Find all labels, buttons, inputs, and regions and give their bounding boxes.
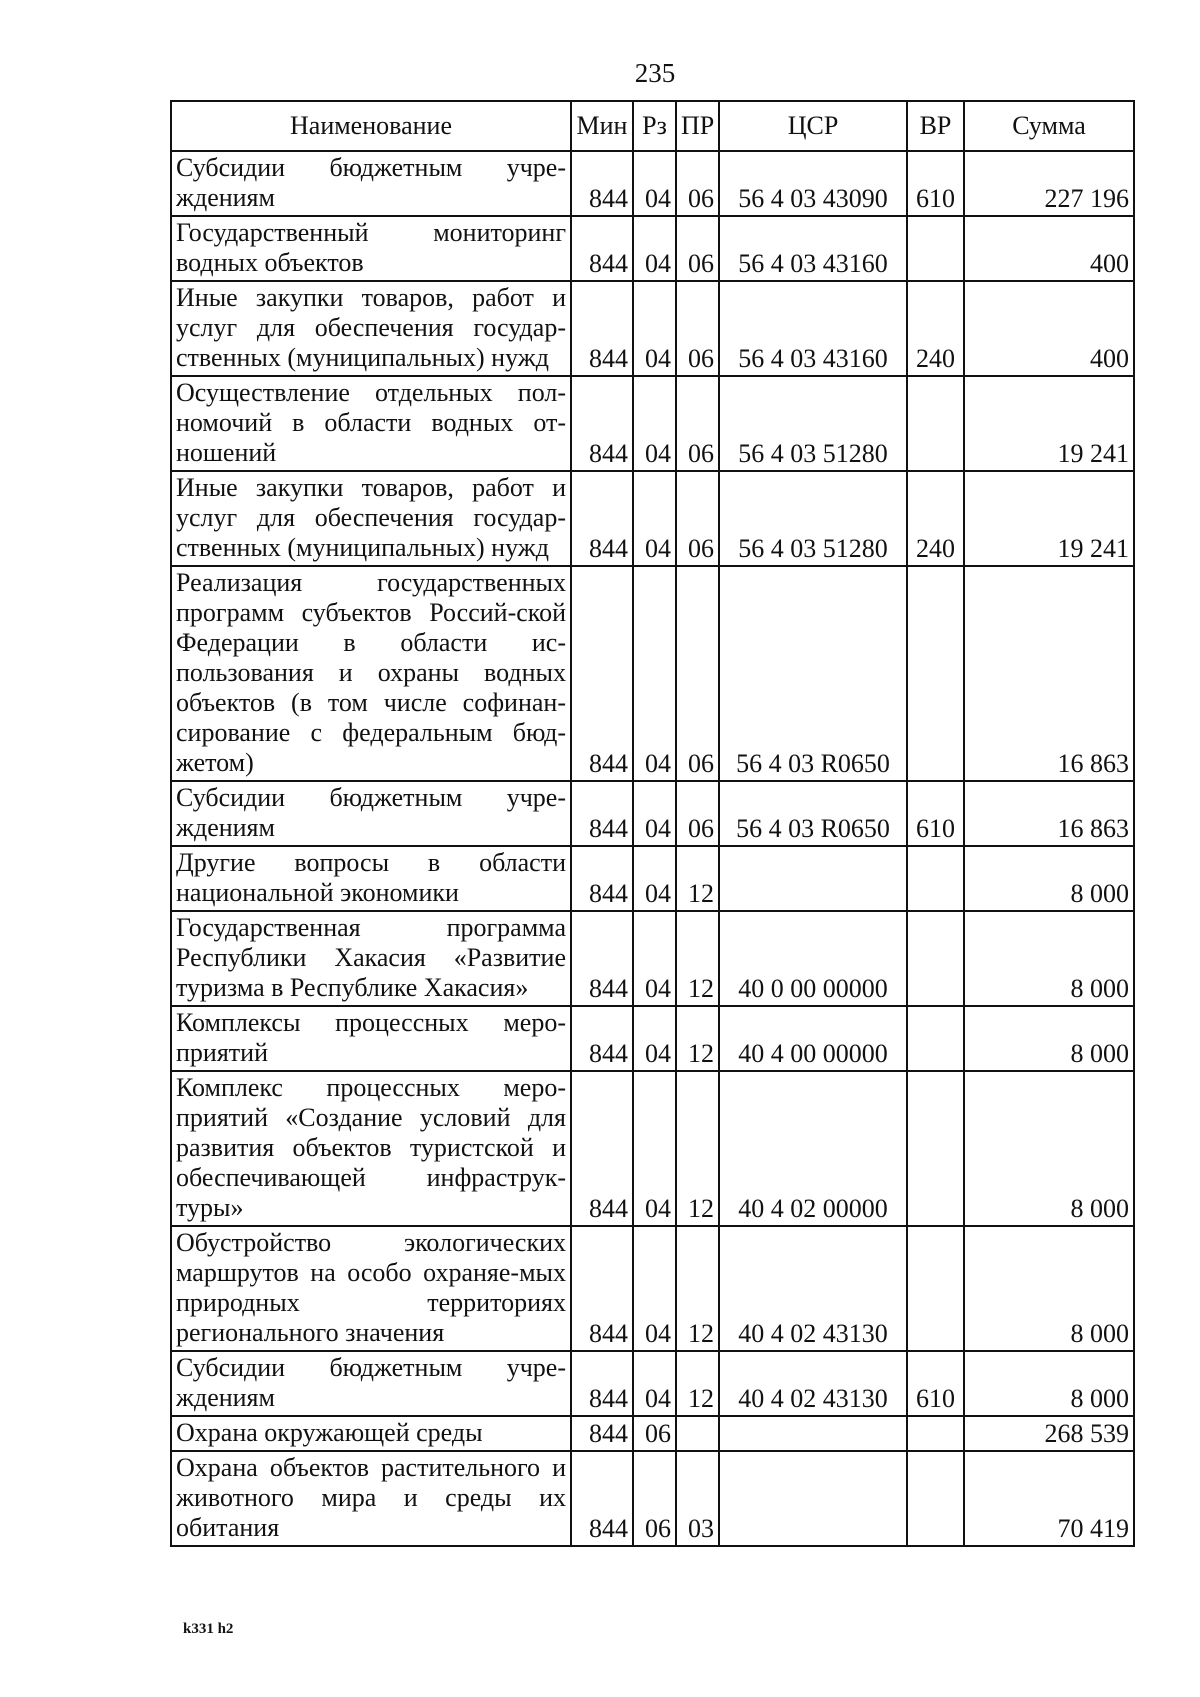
row-vr: 240 [907,281,964,376]
row-pr: 03 [676,1451,719,1546]
row-name: Реализация государственных программ субъектов Россий-ской Федерации в области ис-пользования и охраны водных объектов (в том числе софинан-сирование с федеральным бюд-жетом) [171,566,571,781]
row-csr [719,1451,907,1546]
table-row [171,1226,1134,1351]
row-vr: 610 [907,151,964,216]
table-row [171,1416,1134,1451]
row-sum: 268 539 [964,1416,1134,1451]
row-sum: 16 863 [964,781,1134,846]
row-min: 844 [571,1416,633,1451]
row-pr [676,1416,719,1451]
header-min: Мин [571,101,633,151]
table-row [171,216,1134,281]
table-row [171,566,1134,781]
row-name: Другие вопросы в области национальной экономики [171,846,571,911]
row-csr [719,846,907,911]
header-pr: ПР [676,101,719,151]
row-rz: 04 [633,216,676,281]
row-name: Иные закупки товаров, работ и услуг для обеспечения государ-ственных (муниципальных) нужд [171,281,571,376]
row-pr: 06 [676,151,719,216]
page-number: 235 [634,58,676,88]
row-vr [907,1226,964,1351]
row-name: Обустройство экологических маршрутов на особо охраняе-мых природных территориях регионального значения [171,1226,571,1351]
row-name: Субсидии бюджетным учре-ждениям [171,151,571,216]
table-row [171,151,1134,216]
table-row [171,1071,1134,1226]
row-vr [907,1416,964,1451]
row-pr: 12 [676,1071,719,1226]
row-csr: 40 4 02 00000 [719,1071,907,1226]
row-min: 844 [571,281,633,376]
row-rz: 04 [633,281,676,376]
row-csr: 56 4 03 51280 [719,471,907,566]
row-sum: 19 241 [964,471,1134,566]
row-min: 844 [571,1451,633,1546]
row-rz: 04 [633,781,676,846]
row-csr: 56 4 03 R0650 [719,781,907,846]
row-csr: 40 4 00 00000 [719,1006,907,1071]
row-name: Охрана объектов растительного и животного мира и среды их обитания [171,1451,571,1546]
table-row [171,1451,1134,1546]
row-csr: 56 4 03 43090 [719,151,907,216]
row-name: Государственный мониторинг водных объектов [171,216,571,281]
row-vr: 610 [907,1351,964,1416]
row-rz: 04 [633,1226,676,1351]
row-sum: 400 [964,281,1134,376]
row-csr: 56 4 03 43160 [719,281,907,376]
row-sum: 16 863 [964,566,1134,781]
row-sum: 8 000 [964,846,1134,911]
row-sum: 70 419 [964,1451,1134,1546]
row-sum: 8 000 [964,1226,1134,1351]
table-row [171,781,1134,846]
table-row [171,376,1134,471]
row-name: Субсидии бюджетным учре-ждениям [171,1351,571,1416]
row-rz: 04 [633,1351,676,1416]
header-name: Наименование [171,101,571,151]
document-code: k331 h2 [183,1621,234,1637]
table-row [171,911,1134,1006]
row-sum: 19 241 [964,376,1134,471]
row-name: Иные закупки товаров, работ и услуг для обеспечения государ-ственных (муниципальных) нужд [171,471,571,566]
row-rz: 04 [633,846,676,911]
row-vr: 240 [907,471,964,566]
row-pr: 06 [676,216,719,281]
row-vr: 610 [907,781,964,846]
row-sum: 8 000 [964,911,1134,1006]
row-sum: 227 196 [964,151,1134,216]
table-row [171,471,1134,566]
row-vr [907,846,964,911]
row-vr [907,216,964,281]
row-vr [907,1071,964,1226]
header-vr: ВР [907,101,964,151]
row-min: 844 [571,1006,633,1071]
row-min: 844 [571,376,633,471]
row-rz: 06 [633,1416,676,1451]
row-pr: 12 [676,1226,719,1351]
row-rz: 06 [633,1451,676,1546]
row-sum: 8 000 [964,1006,1134,1071]
row-sum: 8 000 [964,1071,1134,1226]
row-sum: 8 000 [964,1351,1134,1416]
row-csr [719,1416,907,1451]
row-vr [907,376,964,471]
row-vr [907,1006,964,1071]
row-name: Осуществление отдельных пол-номочий в области водных от-ношений [171,376,571,471]
row-min: 844 [571,471,633,566]
row-pr: 12 [676,1006,719,1071]
row-min: 844 [571,1226,633,1351]
table-row [171,281,1134,376]
row-rz: 04 [633,1071,676,1226]
row-sum: 400 [964,216,1134,281]
table-row [171,846,1134,911]
table-header-row [171,101,1134,151]
row-pr: 06 [676,376,719,471]
row-csr: 56 4 03 R0650 [719,566,907,781]
row-rz: 04 [633,911,676,1006]
row-min: 844 [571,911,633,1006]
row-min: 844 [571,1351,633,1416]
row-name: Государственная программа Республики Хакасия «Развитие туризма в Республике Хакасия» [171,911,571,1006]
row-vr [907,1451,964,1546]
row-min: 844 [571,216,633,281]
header-csr: ЦСР [719,101,907,151]
row-rz: 04 [633,566,676,781]
row-rz: 04 [633,151,676,216]
row-rz: 04 [633,1006,676,1071]
row-name: Комплекс процессных меро-приятий «Создание условий для развития объектов туристской и обеспечивающей инфраструк-туры» [171,1071,571,1226]
row-min: 844 [571,781,633,846]
row-pr: 12 [676,846,719,911]
table-row [171,1006,1134,1071]
budget-table [170,100,1135,1547]
row-name: Охрана окружающей среды [171,1416,571,1451]
row-name: Субсидии бюджетным учре-ждениям [171,781,571,846]
row-min: 844 [571,566,633,781]
table-row [171,1351,1134,1416]
row-pr: 06 [676,471,719,566]
header-rz: Рз [633,101,676,151]
row-csr: 56 4 03 43160 [719,216,907,281]
row-pr: 12 [676,911,719,1006]
row-csr: 56 4 03 51280 [719,376,907,471]
row-rz: 04 [633,471,676,566]
row-pr: 06 [676,566,719,781]
row-min: 844 [571,846,633,911]
row-name: Комплексы процессных меро-приятий [171,1006,571,1071]
row-pr: 06 [676,281,719,376]
row-vr [907,566,964,781]
row-csr: 40 4 02 43130 [719,1351,907,1416]
row-min: 844 [571,1071,633,1226]
row-pr: 12 [676,1351,719,1416]
header-sum: Сумма [964,101,1134,151]
row-csr: 40 4 02 43130 [719,1226,907,1351]
row-rz: 04 [633,376,676,471]
row-csr: 40 0 00 00000 [719,911,907,1006]
row-pr: 06 [676,781,719,846]
row-min: 844 [571,151,633,216]
row-vr [907,911,964,1006]
